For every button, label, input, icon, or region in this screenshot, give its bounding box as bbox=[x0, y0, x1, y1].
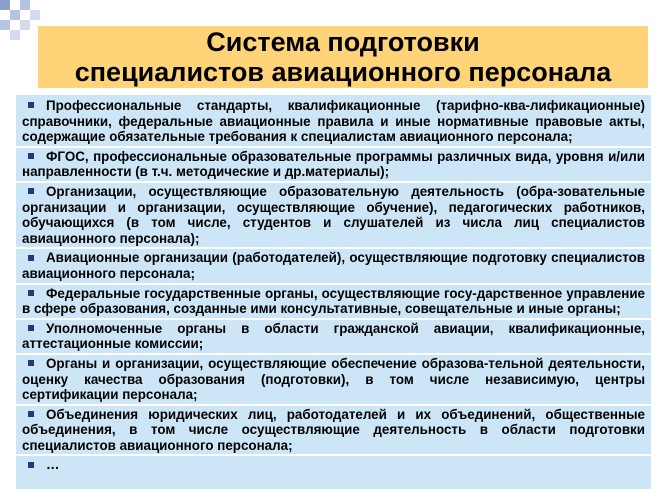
bullet-icon bbox=[28, 153, 34, 159]
title-line-1: Система подготовки bbox=[206, 27, 480, 57]
list-item-text: ФГОС, профессиональные образовательные программы различных вида, уровня и/или направленности (в т.ч. методические и др.материалы); bbox=[22, 148, 645, 180]
list-item-text: Органы и организации, осуществляющие обеспечение образова-тельной деятельности, оценку качества образования (подготовки), в том числе независимую, центры сертификации персонала; bbox=[22, 355, 645, 403]
bullet-icon bbox=[28, 360, 34, 366]
bullet-icon bbox=[28, 462, 34, 468]
list-item bbox=[16, 283, 651, 318]
list-item-text: Организации, осуществляющие образовательную деятельность (обра-зовательные организации и организации, осуществляющие обучение), педагогических работников, обучающихся (в том числе, студентов и слушателей из числа лиц специалистов авиационного персонала); bbox=[22, 183, 645, 246]
list-item-text: Объединения юридических лиц, работодателей и их объединений, общественные объединения, в том числе осуществляющие деятельность в области подготовки специалистов авиационного персонала; bbox=[22, 406, 645, 453]
list-item bbox=[16, 318, 651, 353]
list-item-text: Профессиональные стандарты, квалификационные (тарифно-ква-лификационные) справочники, федеральные авиационные правила и иные нормативные правовые акты, содержащие обязательные требования к специалистам авиационного персонала; bbox=[22, 98, 645, 145]
bullet-icon bbox=[28, 290, 34, 296]
list-item bbox=[16, 454, 651, 474]
list-item bbox=[16, 181, 651, 247]
list-item-text: Уполномоченные органы в области гражданской авиации, квалификационные, аттестационные комиссии; bbox=[22, 320, 645, 352]
slide-title bbox=[38, 26, 648, 88]
list-item-text: Авиационные организации (работодателей), осуществляющие подготовку специалистов авиационного персонала; bbox=[22, 250, 645, 281]
bullet-icon bbox=[28, 325, 34, 331]
list-item bbox=[16, 353, 651, 404]
bullet-list bbox=[16, 95, 651, 489]
bullet-icon bbox=[28, 411, 34, 417]
list-item bbox=[16, 97, 651, 146]
list-item bbox=[16, 247, 651, 282]
list-item bbox=[16, 404, 651, 455]
bullet-icon bbox=[28, 255, 34, 261]
list-item-text: … bbox=[46, 457, 60, 473]
bullet-icon bbox=[28, 102, 34, 108]
corner-decoration bbox=[0, 0, 40, 40]
list-item bbox=[16, 146, 651, 181]
list-item-text: Федеральные государственные органы, осуществляющие госу-дарственное управление в сфере образования, созданные ими консультативные, совещательные и иные органы; bbox=[22, 285, 645, 317]
bullet-icon bbox=[28, 188, 34, 194]
title-line-2: специалистов авиационного персонала bbox=[74, 57, 612, 87]
